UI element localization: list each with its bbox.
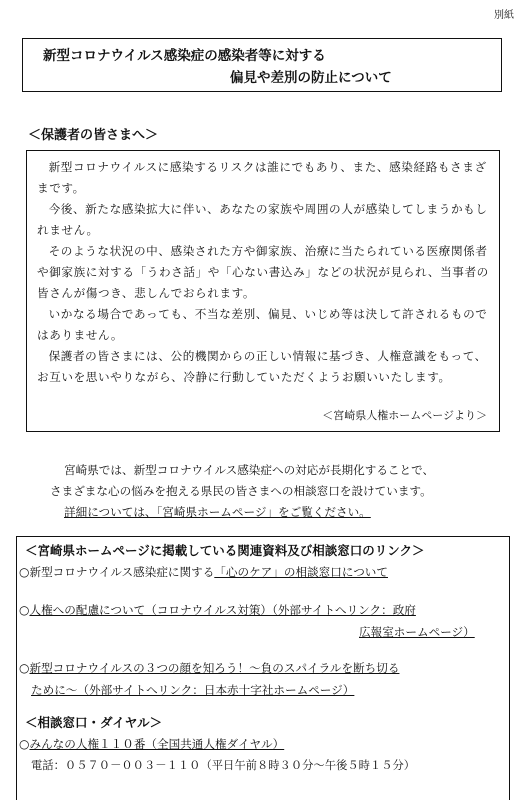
intro-line: さまざまな心の悩みを抱える県民の皆さまへの相談窓口を設けています。 bbox=[50, 484, 432, 498]
links-box bbox=[16, 536, 510, 800]
intro-detail-line: 詳細については、「宮崎県ホームページ」をご覧ください。 bbox=[64, 505, 371, 519]
intro-text bbox=[50, 460, 510, 523]
list-item bbox=[19, 561, 388, 583]
list-item bbox=[359, 621, 475, 643]
guardian-heading: ＜保護者の皆さまへ＞ bbox=[28, 128, 159, 143]
circle-marker: ○ bbox=[19, 661, 30, 675]
document-title-line2: 偏見や差別の防止について bbox=[230, 70, 392, 86]
three-faces-link[interactable]: 新型コロナウイルスの３つの顔を知ろう！～負のスパイラルを断ち切る bbox=[29, 661, 400, 675]
message-paragraph: 今後、新たな感染拡大に伴い、あなたの家族や周囲の人が感染してしまうかもしれません。 bbox=[37, 202, 488, 237]
three-faces-link-cont[interactable]: ために～（外部サイトへリンク：日本赤十字社ホームページ） bbox=[31, 683, 355, 697]
list-item bbox=[19, 657, 399, 679]
circle-marker: ○ bbox=[19, 565, 30, 579]
phone-line: 電話：０５７０－００３－１１０（平日午前８時３０分～午後５時１５分） bbox=[31, 759, 416, 772]
human-rights-110-link[interactable]: みんなの人権１１０番（全国共通人権ダイヤル） bbox=[29, 737, 285, 751]
dial-heading: ＜相談窓口・ダイヤル＞ bbox=[25, 715, 163, 730]
list-item bbox=[19, 599, 416, 621]
human-rights-consideration-link-cont[interactable]: 広報室ホームページ） bbox=[359, 625, 475, 639]
annex-label: 別紙 bbox=[494, 10, 514, 21]
list-item bbox=[31, 679, 354, 701]
item-text: 新型コロナウイルス感染症に関する bbox=[29, 565, 215, 579]
circle-marker: ○ bbox=[19, 603, 30, 617]
list-item bbox=[19, 733, 284, 755]
links-heading: ＜宮崎県ホームページに掲載している関連資料及び相談窓口のリンク＞ bbox=[25, 543, 425, 558]
message-paragraph: いかなる場合であっても、不当な差別、偏見、いじめ等は決して許されるものではありません。 bbox=[37, 307, 488, 342]
guardian-message-box bbox=[26, 150, 500, 432]
message-paragraph: そのような状況の中、感染された方や御家族、治療に当たられている医療関係者や御家族に対する「うわさ話」や「心ない書込み」などの状況が見られ、当事者の皆さんが傷つき、悲しんでおられます。 bbox=[37, 244, 489, 300]
title-box bbox=[22, 38, 502, 92]
message-paragraph: 保護者の皆さまには、公的機関からの正しい情報に基づき、人権意識をもって、お互いを思いやりながら、冷静に行動していただくようお願いいたします。 bbox=[37, 349, 487, 384]
kokoro-care-link[interactable]: 「心のケア」の相談窓口について bbox=[214, 565, 388, 579]
human-rights-consideration-link[interactable]: 人権への配慮について（コロナウイルス対策）（外部サイトへリンク：政府 bbox=[29, 603, 416, 617]
source-note: ＜宮崎県人権ホームページより＞ bbox=[322, 409, 487, 422]
message-paragraph: 新型コロナウイルスに感染するリスクは誰にでもあり、また、感染経路もさまざまです。 bbox=[37, 160, 487, 195]
intro-line: 宮崎県では、新型コロナウイルス感染症への対応が長期化することで、 bbox=[64, 463, 435, 477]
document-title-line1: 新型コロナウイルス感染症の感染者等に対する bbox=[43, 48, 326, 64]
circle-marker: ○ bbox=[19, 737, 30, 751]
